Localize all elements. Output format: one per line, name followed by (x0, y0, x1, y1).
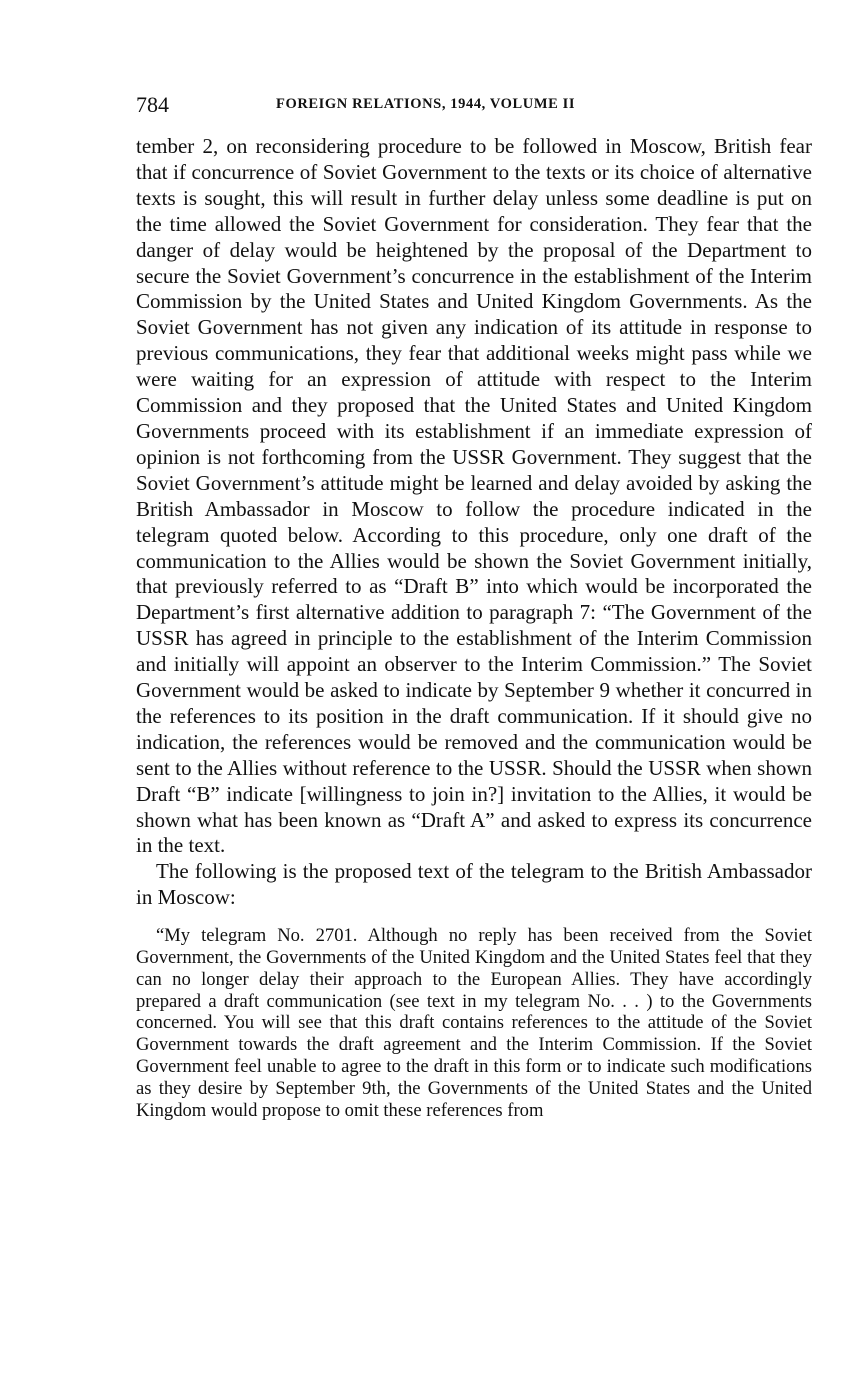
page-number: 784 (136, 92, 169, 117)
page-header (136, 92, 812, 122)
body-text (136, 134, 812, 911)
document-page (136, 92, 812, 1121)
paragraph-2: The following is the proposed text of the telegram to the British Ambassador in Moscow: (136, 859, 812, 910)
running-head: FOREIGN RELATIONS, 1944, VOLUME II (276, 96, 576, 112)
quoted-telegram-text: “My telegram No. 2701. Although no reply has been received from the Soviet Government, the Governments of the United Kingdom and the United States feel that they can no longer delay their approach to the European Allies. They have accordingly prepared a draft communication (see text in my telegram No. . . ) to the Governments concerned. You will see that this draft contains references to the attitude of the Soviet Government towards the draft agreement and the Interim Commission. If the Soviet Government feel unable to agree to the draft in this form or to indicate such modifications as they desire by September 9th, the Governments of the United States and the United Kingdom would propose to omit these references from (136, 925, 812, 1121)
quoted-telegram (136, 925, 812, 1121)
paragraph-1: tember 2, on reconsidering procedure to be followed in Moscow, British fear that if concurrence of Soviet Government to the texts or its choice of alternative texts is sought, this will result in further delay unless some deadline is put on the time allowed the Soviet Government for consideration. They fear that the danger of delay would be heightened by the proposal of the Department to secure the Soviet Government’s concurrence in the establishment of the Interim Commission by the United States and United Kingdom Governments. As the Soviet Government has not given any indication of its attitude in response to previous communications, they fear that additional weeks might pass while we were waiting for an expression of attitude with respect to the Interim Commission and they proposed that the United States and United Kingdom Governments proceed with its establishment if an immediate expression of opinion is not forthcoming from the USSR Government. They suggest that the Soviet Government’s attitude might be learned and delay avoided by asking the British Ambassador in Moscow to follow the procedure indicated in the telegram quoted below. According to this procedure, only one draft of the communication to the Allies would be shown the Soviet Government initially, that previously referred to as “Draft B” into which would be incorporated the Department’s first alternative addition to paragraph 7: “The Government of the USSR has agreed in principle to the establishment of the Interim Commission and initially will appoint an observer to the Interim Commission.” The Soviet Government would be asked to indicate by September 9 whether it concurred in the references to its position in the draft communication. If it should give no indication, the references would be removed and the communication would be sent to the Allies without reference to the USSR. Should the USSR when shown Draft “B” indicate [willingness to join in?] invitation to the Allies, it would be shown what has been known as “Draft A” and asked to express its concurrence in the text. (136, 134, 812, 858)
